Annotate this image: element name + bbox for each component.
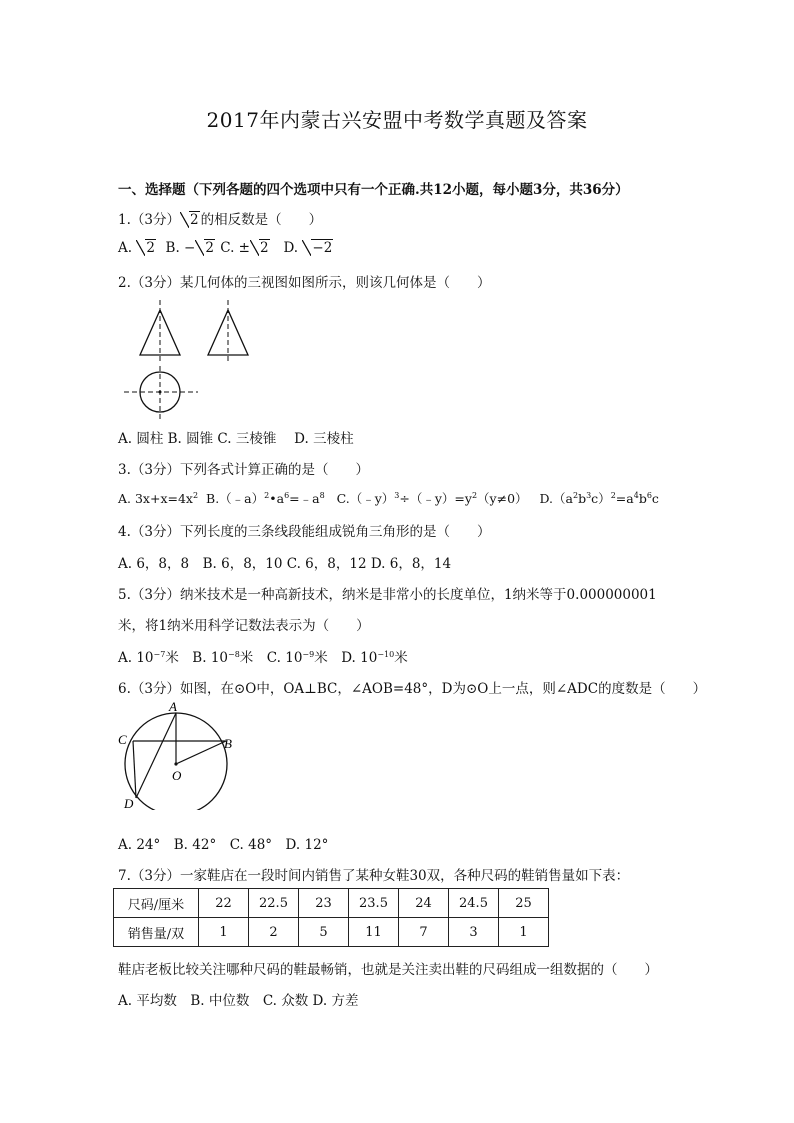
question-2: 2.（3分）某几何体的三视图如图所示，则该几何体是（ ）: [118, 275, 491, 291]
table-cell: 2: [249, 918, 299, 947]
sqrt-symbol: −2: [302, 240, 333, 256]
label-d: D: [124, 796, 134, 810]
question-1: 1.（3分） 2 的相反数是（ ）: [118, 212, 323, 228]
question-5-line2: 米，将1纳米用科学记数法表示为（ ）: [118, 618, 370, 634]
question-3-options: A. $3x+x=4x^2$ $B.(﹣a)^2•a^6=﹣a^8$ $C.(﹣y)^3\div(﹣y)=y^2(y\ne 0)$ $D.(a^2b^3c)^2=a^4b^6c$: [118, 491, 659, 506]
page-title: 2017年内蒙古兴安盟中考数学真题及答案: [206, 108, 588, 132]
center-point: [174, 762, 177, 765]
table-cell: 22.5: [249, 889, 299, 918]
table-cell: 3: [449, 918, 499, 947]
question-7: 7.（3分）一家鞋店在一段时间内销售了某种女鞋30双，各种尺码的鞋销售量如下表：: [118, 868, 630, 884]
section-heading: 一、选择题（下列各题的四个选项中只有一个正确.共12小题，每小题3分，共36分）: [118, 182, 629, 198]
sqrt-symbol: 2: [180, 212, 200, 228]
shoe-sales-table: [113, 888, 549, 947]
question-1-options: A. 2 B. − 2 C. ± 2 D. −2: [118, 240, 333, 256]
table-header-cell: 尺码/厘米: [114, 889, 199, 918]
question-7-prompt: 鞋店老板比较关注哪种尺码的鞋最畅销，也就是关注卖出鞋的尺码组成一组数据的（ ）: [118, 962, 658, 978]
question-4-options: A. 6，8，8 B. 6，8，10 C. 6，8，12 D. 6，8，14: [118, 556, 452, 572]
table-cell: 1: [199, 918, 249, 947]
table-cell: 24.5: [449, 889, 499, 918]
table-cell: 7: [399, 918, 449, 947]
segment-ob: [176, 741, 226, 764]
question-2-options: A. 圆柱 B. 圆锥 C. 三棱锥 D. 三棱柱: [118, 431, 354, 447]
label-c: C: [118, 732, 127, 747]
table-cell: 11: [349, 918, 399, 947]
table-cell: 25: [499, 889, 549, 918]
circle-geometry-figure: [112, 698, 240, 810]
table-cell: 22: [199, 889, 249, 918]
sqrt-symbol: 2: [250, 240, 270, 256]
segment-dc: [133, 741, 136, 798]
table-row: [114, 889, 549, 918]
sqrt-symbol: 2: [195, 240, 215, 256]
label-a: A: [169, 699, 177, 714]
three-view-figure: [118, 296, 258, 422]
question-5-line1: 5.（3分）纳米技术是一种高新技术，纳米是非常小的长度单位，1纳米等于0.000000001: [118, 587, 657, 603]
question-3: 3.（3分）下列各式计算正确的是（ ）: [118, 462, 369, 478]
table-cell: 1: [499, 918, 549, 947]
question-4: 4.（3分）下列长度的三条线段能组成锐角三角形的是（ ）: [118, 524, 491, 540]
question-6: 6.（3分）如图，在⊙O中，OA⊥BC，∠AOB=48°，D为⊙O上一点，则∠ADC的度数是（ ）: [118, 681, 707, 697]
sqrt-symbol: 2: [136, 240, 156, 256]
question-7-options: A. 平均数 B. 中位数 C. 众数 D. 方差: [118, 993, 359, 1009]
label-b: B: [224, 736, 232, 751]
table-header-cell: 销售量/双: [114, 918, 199, 947]
label-o: O: [172, 768, 182, 783]
table-row: [114, 918, 549, 947]
table-cell: 23: [299, 889, 349, 918]
question-5-options: A. $10^{-7}$米 B. $10^{-8}$米 C. $10^{-9}$米 D. $10^{-10}$米: [118, 650, 408, 666]
table-cell: 5: [299, 918, 349, 947]
table-cell: 23.5: [349, 889, 399, 918]
question-6-options: A. 24° B. 42° C. 48° D. 12°: [118, 837, 329, 853]
table-cell: 24: [399, 889, 449, 918]
